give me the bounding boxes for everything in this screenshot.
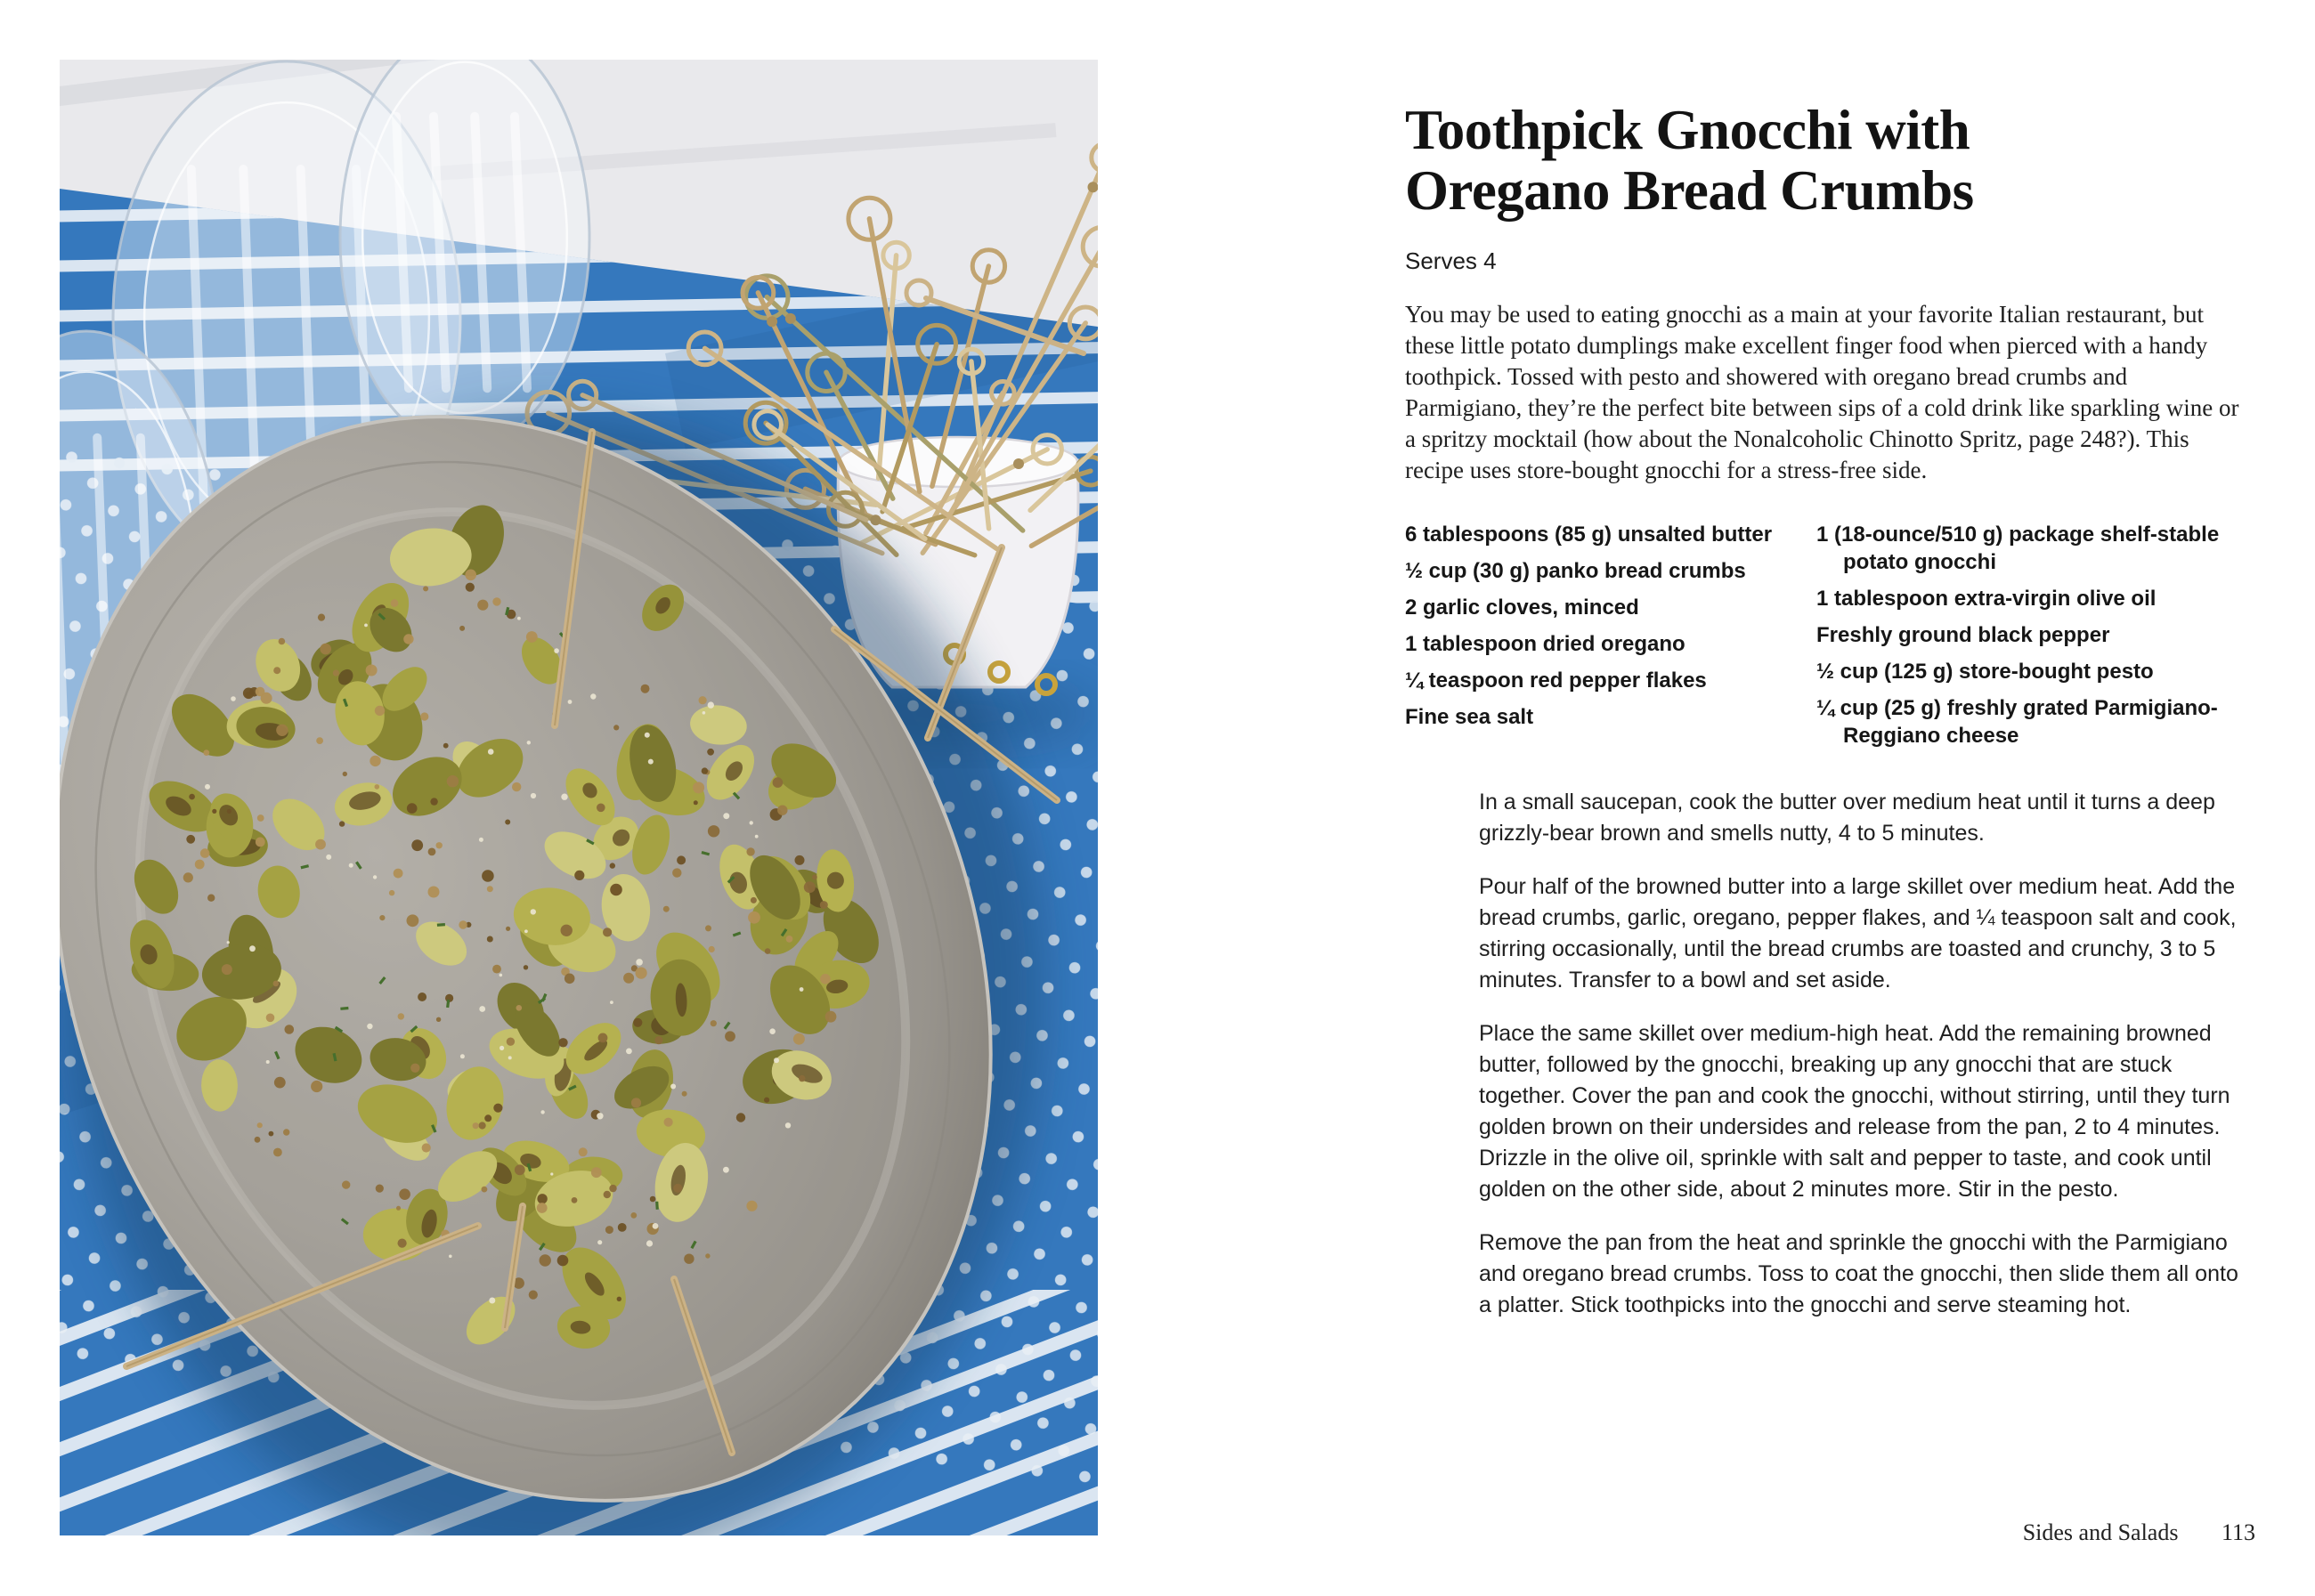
page-number: 113 [2221,1519,2255,1545]
page-footer [2023,1519,2255,1546]
section-label: Sides and Salads [2022,1519,2179,1545]
instruction-step: Place the same skillet over medium-high heat. Add the remaining browned butter, followed by the gnocchi, breaking up any gnocchi that are stuck together. Cover the pan and cook the gnocchi, without stirring, until they turn golden brown on their undersides and release from the pan, 2 to 4 minutes. Drizzle in the olive oil, sprinkle with salt and pepper to taste, and cook until golden on the other side, about 2 minutes more. Stir in the pesto. [1479,1021,2230,1202]
ingredient-item: ½ cup (125 g) store-bought pesto [1816,660,2154,684]
ingredient-item: 2 garlic cloves, minced [1405,595,1639,620]
ingredient-item: ¼ teaspoon red pepper flakes [1405,668,1707,693]
title-line-2: Oregano Bread Crumbs [1405,159,1974,222]
photo-illustration [60,60,1098,1535]
ingredients-column-right [1816,521,2244,758]
instruction-step: Pour half of the browned butter into a large skillet over medium heat. Add the bread crumbs, garlic, oregano, pepper flakes, and ¼ teaspoon salt and cook, stirring occasionally, until the bread crumbs are toasted and crunchy, 3 to 5 minutes. Transfer to a bowl and set aside. [1479,874,2237,992]
drinking-glass [340,60,589,447]
ingredient-item: Fine sea salt [1405,705,1534,729]
recipe-title [1405,100,1974,221]
title-line-1: Toothpick Gnocchi with [1405,99,1970,161]
recipe-photo [60,60,1098,1535]
ingredient-item: 1 (18-ounce/510 g) package shelf-stable potato gnocchi [1816,523,2220,574]
recipe-intro: You may be used to eating gnocchi as a main at your favorite Italian restaurant, but these little potato dumplings make excellent finger food when pierced with a handy toothpick. Tossed with pesto and showered with oregano bread crumbs and Parmigiano, they’re the perfect bite between sips of a cold drink like sparkling wine or a spritzy mocktail (how about the Nonalcoholic Chinotto Spritz, page 248?). This recipe uses store-bought gnocchi for a stress-free side. [1405,301,2239,483]
ingredient-item: Freshly ground black pepper [1816,623,2110,647]
instructions [1479,787,2246,1343]
ingredient-item: 1 tablespoon extra-virgin olive oil [1816,587,2157,611]
ingredient-item: ½ cup (30 g) panko bread crumbs [1405,559,1746,583]
ingredient-item: 1 tablespoon dried oregano [1405,632,1685,656]
ingredients-column-left [1405,521,1815,740]
ingredient-item: 6 tablespoons (85 g) unsalted butter [1405,523,1773,547]
instruction-step: Remove the pan from the heat and sprinkle the gnocchi with the Parmigiano and oregano bread crumbs. Toss to coat the gnocchi, then slide them all onto a platter. Stick toothpicks into the gnocchi and serve steaming hot. [1479,1230,2238,1317]
ingredient-item: ¼ cup (25 g) freshly grated Parmigiano-Reggiano cheese [1816,696,2218,748]
serves-label: Serves 4 [1405,247,1497,274]
instruction-step: In a small saucepan, cook the butter over medium heat until it turns a deep grizzly-bear brown and smells nutty, 4 to 5 minutes. [1479,790,2215,846]
